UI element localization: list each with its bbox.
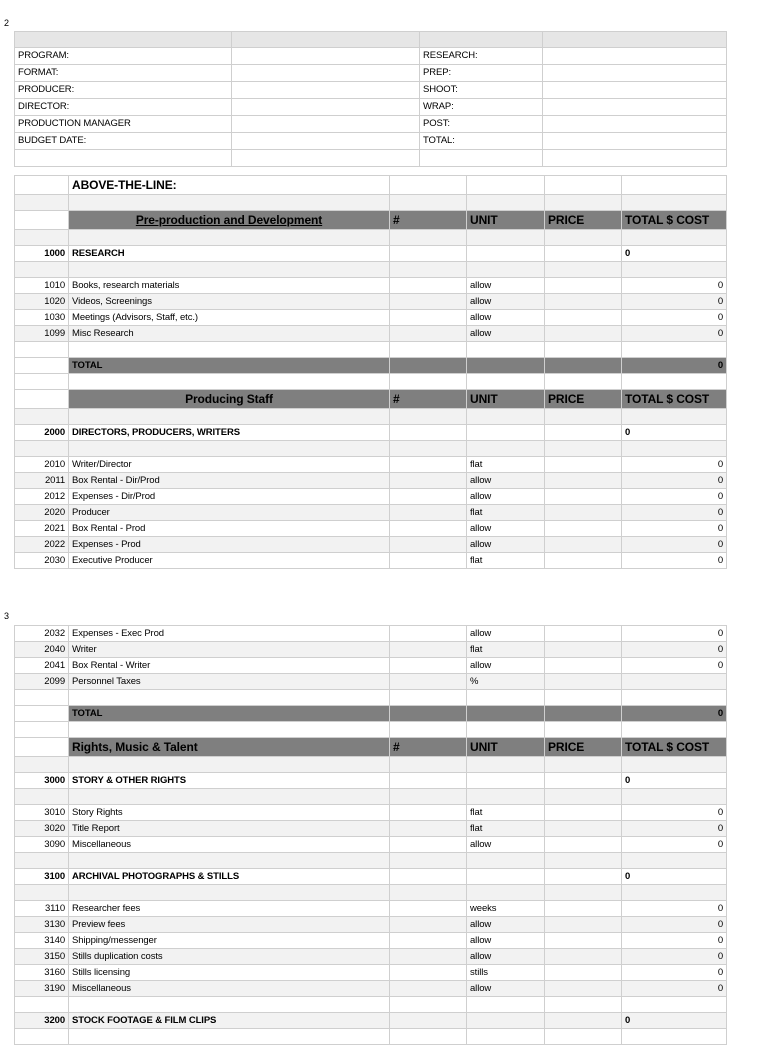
- line-item-row: [15, 457, 727, 473]
- account-code: 1000: [15, 246, 69, 262]
- group-title: DIRECTORS, PRODUCERS, WRITERS: [69, 425, 390, 441]
- line-item-description[interactable]: Box Rental - Writer: [69, 658, 390, 674]
- unit-cell[interactable]: allow: [467, 537, 545, 553]
- section-header-row: [15, 211, 727, 230]
- price-cell[interactable]: [545, 805, 622, 821]
- header-row: [15, 48, 727, 65]
- spacer-row: [15, 441, 727, 457]
- qty-cell[interactable]: [390, 981, 467, 997]
- group-title: STORY & OTHER RIGHTS: [69, 773, 390, 789]
- col-total: TOTAL $ COST: [622, 738, 727, 757]
- cost-cell: 0: [622, 981, 727, 997]
- price-cell[interactable]: [545, 294, 622, 310]
- wrap-field[interactable]: [543, 99, 727, 116]
- cost-cell: 0: [622, 326, 727, 342]
- line-item-row: [15, 326, 727, 342]
- line-item-description[interactable]: Producer: [69, 505, 390, 521]
- qty-cell[interactable]: [390, 489, 467, 505]
- price-cell[interactable]: [545, 837, 622, 853]
- line-item-row: [15, 933, 727, 949]
- header-row: [15, 82, 727, 99]
- account-code: 3010: [15, 805, 69, 821]
- director-field[interactable]: [232, 99, 420, 116]
- cost-cell: 0: [622, 805, 727, 821]
- cost-cell: 0: [622, 553, 727, 569]
- spacer-row: [15, 195, 727, 211]
- account-code: 2030: [15, 553, 69, 569]
- program-field[interactable]: [232, 48, 420, 65]
- cost-cell: [622, 674, 727, 690]
- group-row: [15, 246, 727, 262]
- price-cell[interactable]: [545, 642, 622, 658]
- line-item-description[interactable]: Executive Producer: [69, 553, 390, 569]
- budget-date-label: BUDGET DATE:: [15, 133, 232, 150]
- account-code: 3090: [15, 837, 69, 853]
- price-cell[interactable]: [545, 933, 622, 949]
- total-row: [15, 706, 727, 722]
- production-manager-label: PRODUCTION MANAGER: [15, 116, 232, 133]
- cost-cell: 0: [622, 837, 727, 853]
- spacer-row: [15, 757, 727, 773]
- cost-cell: 0: [622, 658, 727, 674]
- group-row: [15, 1013, 727, 1029]
- budget-table-page-2: [14, 175, 727, 569]
- total-value: 0: [622, 706, 727, 722]
- account-code: 3140: [15, 933, 69, 949]
- qty-cell[interactable]: [390, 642, 467, 658]
- line-item-description[interactable]: Expenses - Dir/Prod: [69, 489, 390, 505]
- qty-cell[interactable]: [390, 278, 467, 294]
- col-price: PRICE: [545, 390, 622, 409]
- qty-cell[interactable]: [390, 674, 467, 690]
- account-code: 1020: [15, 294, 69, 310]
- qty-cell[interactable]: [390, 457, 467, 473]
- price-cell[interactable]: [545, 310, 622, 326]
- account-code: 3000: [15, 773, 69, 789]
- cost-cell: 0: [622, 917, 727, 933]
- col-hash: #: [390, 211, 467, 230]
- line-item-description[interactable]: Story Rights: [69, 805, 390, 821]
- group-row: [15, 869, 727, 885]
- col-hash: #: [390, 738, 467, 757]
- unit-cell[interactable]: flat: [467, 642, 545, 658]
- qty-cell[interactable]: [390, 821, 467, 837]
- qty-cell[interactable]: [390, 537, 467, 553]
- line-item-row: [15, 473, 727, 489]
- header-row: [15, 65, 727, 82]
- director-label: DIRECTOR:: [15, 99, 232, 116]
- qty-cell[interactable]: [390, 294, 467, 310]
- unit-cell[interactable]: allow: [467, 837, 545, 853]
- unit-cell[interactable]: allow: [467, 917, 545, 933]
- line-item-row: [15, 642, 727, 658]
- spacer-row: [15, 342, 727, 358]
- price-cell[interactable]: [545, 981, 622, 997]
- spacer-row: [15, 690, 727, 706]
- qty-cell[interactable]: [390, 473, 467, 489]
- spacer-row: [15, 230, 727, 246]
- unit-cell[interactable]: flat: [467, 821, 545, 837]
- line-item-row: [15, 805, 727, 821]
- cost-cell: 0: [622, 473, 727, 489]
- cost-cell: 0: [622, 626, 727, 642]
- price-cell[interactable]: [545, 949, 622, 965]
- producer-label: PRODUCER:: [15, 82, 232, 99]
- line-item-description[interactable]: Stills licensing: [69, 965, 390, 981]
- line-item-description[interactable]: Box Rental - Dir/Prod: [69, 473, 390, 489]
- account-code: 3130: [15, 917, 69, 933]
- line-item-row: [15, 626, 727, 642]
- header-row: [15, 133, 727, 150]
- prep-label: PREP:: [420, 65, 543, 82]
- total-label: TOTAL:: [420, 133, 543, 150]
- above-the-line-row: [15, 176, 727, 195]
- line-item-row: [15, 949, 727, 965]
- line-item-row: [15, 489, 727, 505]
- total-row: [15, 358, 727, 374]
- cost-cell: 0: [622, 489, 727, 505]
- line-item-description[interactable]: Books, research materials: [69, 278, 390, 294]
- spacer-row: [15, 262, 727, 278]
- post-field[interactable]: [543, 116, 727, 133]
- shoot-label: SHOOT:: [420, 82, 543, 99]
- section-header-row: [15, 390, 727, 409]
- account-code: 3150: [15, 949, 69, 965]
- unit-cell[interactable]: stills: [467, 965, 545, 981]
- price-cell[interactable]: [545, 473, 622, 489]
- account-code: 3160: [15, 965, 69, 981]
- group-total: 0: [622, 773, 727, 789]
- group-title: ARCHIVAL PHOTOGRAPHS & STILLS: [69, 869, 390, 885]
- line-item-row: [15, 294, 727, 310]
- group-total: 0: [622, 1013, 727, 1029]
- qty-cell[interactable]: [390, 521, 467, 537]
- price-cell[interactable]: [545, 521, 622, 537]
- line-item-row: [15, 901, 727, 917]
- account-code: 2020: [15, 505, 69, 521]
- account-code: 3100: [15, 869, 69, 885]
- cost-cell: 0: [622, 821, 727, 837]
- total-value: 0: [622, 358, 727, 374]
- group-total: 0: [622, 869, 727, 885]
- unit-cell[interactable]: allow: [467, 489, 545, 505]
- line-item-description[interactable]: Stills duplication costs: [69, 949, 390, 965]
- program-label: PROGRAM:: [15, 48, 232, 65]
- price-cell[interactable]: [545, 626, 622, 642]
- price-cell[interactable]: [545, 917, 622, 933]
- unit-cell[interactable]: %: [467, 674, 545, 690]
- price-cell[interactable]: [545, 489, 622, 505]
- group-title: STOCK FOOTAGE & FILM CLIPS: [69, 1013, 390, 1029]
- unit-cell[interactable]: flat: [467, 805, 545, 821]
- qty-cell[interactable]: [390, 658, 467, 674]
- section-title: Pre-production and Development: [135, 213, 323, 227]
- group-title: RESEARCH: [69, 246, 390, 262]
- line-item-description[interactable]: Videos, Screenings: [69, 294, 390, 310]
- qty-cell[interactable]: [390, 965, 467, 981]
- format-label: FORMAT:: [15, 65, 232, 82]
- line-item-description[interactable]: Expenses - Exec Prod: [69, 626, 390, 642]
- account-code: 1010: [15, 278, 69, 294]
- col-unit: UNIT: [467, 390, 545, 409]
- line-item-description[interactable]: Shipping/messenger: [69, 933, 390, 949]
- line-item-row: [15, 837, 727, 853]
- line-item-description[interactable]: Box Rental - Prod: [69, 521, 390, 537]
- budget-header-table: [14, 31, 727, 167]
- cost-cell: 0: [622, 901, 727, 917]
- line-item-row: [15, 310, 727, 326]
- col-price: PRICE: [545, 211, 622, 230]
- cost-cell: 0: [622, 521, 727, 537]
- line-item-row: [15, 658, 727, 674]
- account-code: 2000: [15, 425, 69, 441]
- above-the-line-title: ABOVE-THE-LINE:: [69, 176, 390, 195]
- group-row: [15, 425, 727, 441]
- section-title: Rights, Music & Talent: [69, 738, 390, 757]
- line-item-row: [15, 553, 727, 569]
- unit-cell[interactable]: allow: [467, 521, 545, 537]
- unit-cell[interactable]: flat: [467, 553, 545, 569]
- spacer-row: [15, 997, 727, 1013]
- unit-cell[interactable]: allow: [467, 310, 545, 326]
- qty-cell[interactable]: [390, 933, 467, 949]
- line-item-row: [15, 537, 727, 553]
- qty-cell[interactable]: [390, 917, 467, 933]
- cost-cell: 0: [622, 642, 727, 658]
- header-row: [15, 150, 727, 167]
- qty-cell[interactable]: [390, 837, 467, 853]
- section-header-row: [15, 738, 727, 757]
- line-item-description[interactable]: Researcher fees: [69, 901, 390, 917]
- qty-cell[interactable]: [390, 949, 467, 965]
- col-hash: #: [390, 390, 467, 409]
- col-price: PRICE: [545, 738, 622, 757]
- account-code: 2022: [15, 537, 69, 553]
- unit-cell[interactable]: allow: [467, 658, 545, 674]
- qty-cell[interactable]: [390, 626, 467, 642]
- line-item-row: [15, 674, 727, 690]
- prep-field[interactable]: [543, 65, 727, 82]
- unit-cell[interactable]: allow: [467, 278, 545, 294]
- line-item-description[interactable]: Miscellaneous: [69, 837, 390, 853]
- producer-field[interactable]: [232, 82, 420, 99]
- line-item-description[interactable]: Writer/Director: [69, 457, 390, 473]
- unit-cell[interactable]: weeks: [467, 901, 545, 917]
- price-cell[interactable]: [545, 326, 622, 342]
- research-field[interactable]: [543, 48, 727, 65]
- account-code: 2010: [15, 457, 69, 473]
- unit-cell[interactable]: allow: [467, 981, 545, 997]
- cost-cell: 0: [622, 310, 727, 326]
- total-label: TOTAL: [69, 706, 390, 722]
- unit-cell[interactable]: allow: [467, 626, 545, 642]
- qty-cell[interactable]: [390, 326, 467, 342]
- section-title: Producing Staff: [69, 390, 390, 409]
- production-manager-field[interactable]: [232, 116, 420, 133]
- price-cell[interactable]: [545, 821, 622, 837]
- cost-cell: 0: [622, 457, 727, 473]
- cost-cell: 0: [622, 505, 727, 521]
- line-item-description[interactable]: Expenses - Prod: [69, 537, 390, 553]
- account-code: 2099: [15, 674, 69, 690]
- line-item-description[interactable]: Miscellaneous: [69, 981, 390, 997]
- account-code: 2040: [15, 642, 69, 658]
- unit-cell[interactable]: allow: [467, 473, 545, 489]
- unit-cell[interactable]: flat: [467, 457, 545, 473]
- header-row: [15, 99, 727, 116]
- line-item-row: [15, 505, 727, 521]
- spacer-row: [15, 374, 727, 390]
- col-total: TOTAL $ COST: [622, 390, 727, 409]
- unit-cell[interactable]: allow: [467, 949, 545, 965]
- header-row: [15, 116, 727, 133]
- account-code: 2041: [15, 658, 69, 674]
- budget-date-field[interactable]: [232, 133, 420, 150]
- price-cell[interactable]: [545, 553, 622, 569]
- cost-cell: 0: [622, 537, 727, 553]
- line-item-description[interactable]: Preview fees: [69, 917, 390, 933]
- unit-cell[interactable]: allow: [467, 326, 545, 342]
- account-code: 2011: [15, 473, 69, 489]
- line-item-row: [15, 821, 727, 837]
- line-item-row: [15, 521, 727, 537]
- account-code: 1030: [15, 310, 69, 326]
- line-item-row: [15, 278, 727, 294]
- qty-cell[interactable]: [390, 805, 467, 821]
- price-cell[interactable]: [545, 278, 622, 294]
- line-item-row: [15, 981, 727, 997]
- account-code: 3200: [15, 1013, 69, 1029]
- line-item-description[interactable]: Title Report: [69, 821, 390, 837]
- group-total: 0: [622, 246, 727, 262]
- price-cell[interactable]: [545, 537, 622, 553]
- group-row: [15, 773, 727, 789]
- line-item-description[interactable]: Personnel Taxes: [69, 674, 390, 690]
- page-number: 3: [4, 611, 10, 621]
- post-label: POST:: [420, 116, 543, 133]
- research-label: RESEARCH:: [420, 48, 543, 65]
- account-code: 3110: [15, 901, 69, 917]
- col-unit: UNIT: [467, 738, 545, 757]
- col-unit: UNIT: [467, 211, 545, 230]
- spacer-row: [15, 789, 727, 805]
- wrap-label: WRAP:: [420, 99, 543, 116]
- line-item-description[interactable]: Meetings (Advisors, Staff, etc.): [69, 310, 390, 326]
- line-item-row: [15, 917, 727, 933]
- account-code: 1099: [15, 326, 69, 342]
- page-number: 2: [4, 18, 10, 28]
- price-cell[interactable]: [545, 457, 622, 473]
- spacer-row: [15, 722, 727, 738]
- cost-cell: 0: [622, 949, 727, 965]
- unit-cell[interactable]: allow: [467, 294, 545, 310]
- format-field[interactable]: [232, 65, 420, 82]
- account-code: 3190: [15, 981, 69, 997]
- spacer-row: [15, 409, 727, 425]
- unit-cell[interactable]: allow: [467, 933, 545, 949]
- spacer-row: [15, 853, 727, 869]
- shoot-field[interactable]: [543, 82, 727, 99]
- cost-cell: 0: [622, 278, 727, 294]
- line-item-description[interactable]: Misc Research: [69, 326, 390, 342]
- account-code: 2012: [15, 489, 69, 505]
- account-code: 2032: [15, 626, 69, 642]
- cost-cell: 0: [622, 294, 727, 310]
- total-label: TOTAL: [69, 358, 390, 374]
- price-cell[interactable]: [545, 901, 622, 917]
- spacer-row: [15, 885, 727, 901]
- qty-cell[interactable]: [390, 310, 467, 326]
- unit-cell[interactable]: flat: [467, 505, 545, 521]
- price-cell[interactable]: [545, 505, 622, 521]
- line-item-row: [15, 965, 727, 981]
- qty-cell[interactable]: [390, 553, 467, 569]
- account-code: 3020: [15, 821, 69, 837]
- budget-table-page-3: [14, 625, 727, 1045]
- header-top-row: [15, 32, 727, 48]
- col-total: TOTAL $ COST: [622, 211, 727, 230]
- spacer-row: [15, 1029, 727, 1045]
- cost-cell: 0: [622, 933, 727, 949]
- price-cell[interactable]: [545, 965, 622, 981]
- account-code: 2021: [15, 521, 69, 537]
- price-cell[interactable]: [545, 658, 622, 674]
- cost-cell: 0: [622, 965, 727, 981]
- price-cell[interactable]: [545, 674, 622, 690]
- qty-cell[interactable]: [390, 901, 467, 917]
- group-total: 0: [622, 425, 727, 441]
- total-field[interactable]: [543, 133, 727, 150]
- qty-cell[interactable]: [390, 505, 467, 521]
- line-item-description[interactable]: Writer: [69, 642, 390, 658]
